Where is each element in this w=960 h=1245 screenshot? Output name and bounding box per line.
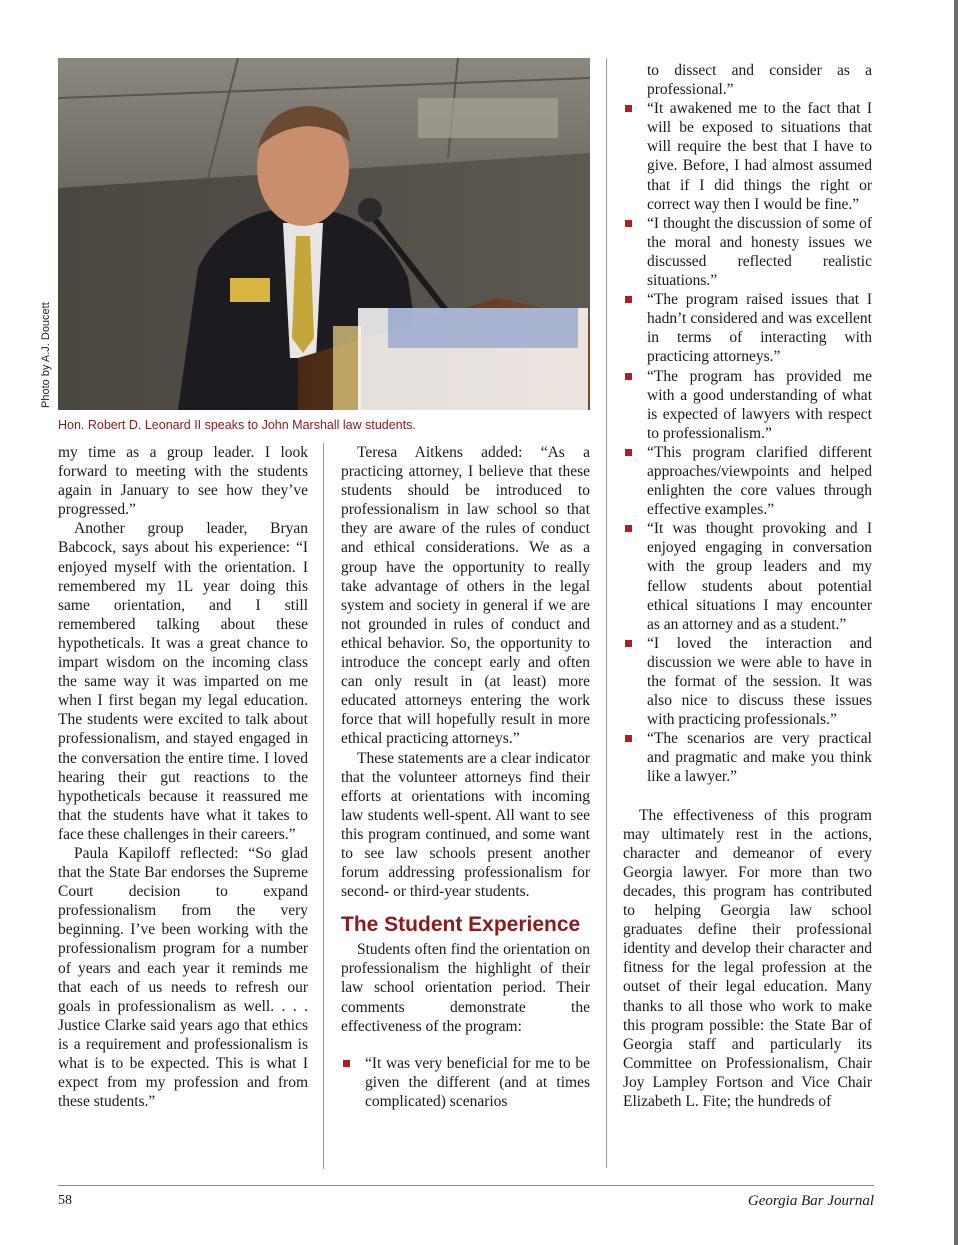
square-bullet-icon: [625, 449, 632, 456]
quote-text: “It was thought provoking and I enjoyed engaging in conversation with the group leaders and my fellow students about potential ethical situations I may encounter as an attorney and as a student.”: [647, 520, 872, 633]
footer-rule: [58, 1185, 874, 1186]
square-bullet-icon: [343, 1060, 350, 1067]
photo-caption: Hon. Robert D. Leonard II speaks to John Marshall law students.: [58, 418, 416, 432]
square-bullet-icon: [625, 220, 632, 227]
quote-continuation: to dissect and consider as a professional.”: [647, 62, 872, 99]
column-1: [58, 443, 308, 1111]
square-bullet-icon: [625, 105, 632, 112]
list-item: [623, 443, 872, 519]
quote-text: “I thought the discussion of some of the moral and honesty issues we discussed reflected realistic situations.”: [647, 214, 872, 290]
page-edge-rule: [954, 0, 958, 1245]
paragraph: my time as a group leader. I look forward to meeting with the students again in January to see how they’ve progressed.”: [58, 444, 308, 519]
square-bullet-icon: [625, 640, 632, 647]
speaker-photo: [58, 58, 590, 410]
square-bullet-icon: [625, 373, 632, 380]
list-item: [623, 634, 872, 729]
list-item: [623, 367, 872, 443]
list-item: [623, 290, 872, 366]
square-bullet-icon: [625, 735, 632, 742]
list-item: [623, 729, 872, 786]
quote-list: [623, 99, 872, 786]
list-item: [623, 99, 872, 214]
section-heading: The Student Experience: [341, 913, 581, 937]
column-3: [623, 61, 872, 1111]
speaker-photo-illustration: [58, 58, 590, 410]
quote-text: “This program clarified different approaches/viewpoints and helped enlighten the core values through effective examples.”: [647, 443, 872, 519]
square-bullet-icon: [625, 296, 632, 303]
quote-text: “The program has provided me with a good understanding of what is expected of lawyers with respect to professionalism.”: [647, 367, 872, 442]
square-bullet-icon: [625, 525, 632, 532]
paragraph: Students often find the orientation on professionalism the highlight of their law school orientation period. Their comments demonstrate the effectiveness of the program:: [341, 941, 590, 1035]
list-item: [623, 519, 872, 634]
paragraph: The effectiveness of this program may ultimately rest in the actions, character and demeanor of every Georgia lawyer. For more than two decades, this program has contributed to helping Georgia law school graduates define their professional identity and develop their character and fitness for the legal profession at the outset of their legal education. Many thanks to all those who work to make this program possible: the State Bar of Georgia staff and particularly its Committee on Professionalism, Chair Joy Lampley Fortson and Vice Chair Elizabeth L. Fite; the hundreds of: [623, 806, 872, 1110]
paragraph: These statements are a clear indicator that the volunteer attorneys find their efforts at orientations with incoming law students well-spent. All want to see this program continued, and some want to see law schools present another forum addressing professionalism for second- or third-year students.: [341, 749, 590, 901]
quote-text: “I loved the interaction and discussion we were able to have in the format of the session. It was also nice to discuss these issues with practicing professionals.”: [647, 634, 872, 729]
journal-title: Georgia Bar Journal: [747, 1193, 874, 1209]
page-number: 58: [58, 1193, 72, 1208]
quote-text: “It was very beneficial for me to be given the different (and at times complicated) scenarios: [365, 1054, 590, 1110]
paragraph: Teresa Aitkens added: “As a practicing attorney, I believe that these students should be introduced to professionalism in law school so that they are aware of the rules of conduct and ethical considerations. We as a group have the opportunity to really take advantage of others in the legal system and society in general if we are not grounded in rules of conduct and ethical behavior. So, the opportunity to introduce the concept early and often can only result in (at least) more educated attorneys entering the work force that will hopefully result in more ethical practicing attorneys.”: [341, 444, 590, 748]
quote-text: “The scenarios are very practical and pragmatic and make you think like a lawyer.”: [647, 730, 872, 786]
quote-text: “The program raised issues that I hadn’t considered and was excellent in terms of interacting with practicing attorneys.”: [647, 291, 872, 366]
column-2: [341, 443, 590, 1111]
column-divider: [606, 58, 607, 1168]
quote-list: [341, 1054, 590, 1111]
list-item: [623, 214, 872, 290]
column-divider: [323, 443, 324, 1169]
quote-text: “It awakened me to the fact that I will be exposed to situations that will require the best that I have to give. Before, I had almost assumed that if I did things the right or correct way then I would be fine.”: [647, 100, 872, 213]
list-item: [341, 1054, 590, 1111]
paragraph: Paula Kapiloff reflected: “So glad that the State Bar endorses the Supreme Court decision to expand professionalism from the very beginning. I’ve been working with the professionalism program for a number of years and each year it reminds me that each of us needs to refresh our goals in professionalism as well. . . . Justice Clarke said years ago that ethics is a requirement and professionalism is what is to be expected. This is what I expect from my profession and from these students.”: [58, 844, 308, 1111]
paragraph: Another group leader, Bryan Babcock, says about his experience: “I enjoyed myself with the orientation. I remembered my 1L year doing this same orientation, and I still remembered talking about these hypotheticals. It was a great chance to impart wisdom on the incoming class the same way it was imparted on me when I first began my legal education. The students were excited to talk about professionalism, and stayed engaged in the conversation the entire time. I loved hearing their gut reactions to the hypotheticals because it reassured me that the students have what it takes to face these challenges in their careers.”: [58, 520, 308, 843]
photo-credit: Photo by A.J. Doucett: [40, 302, 52, 408]
